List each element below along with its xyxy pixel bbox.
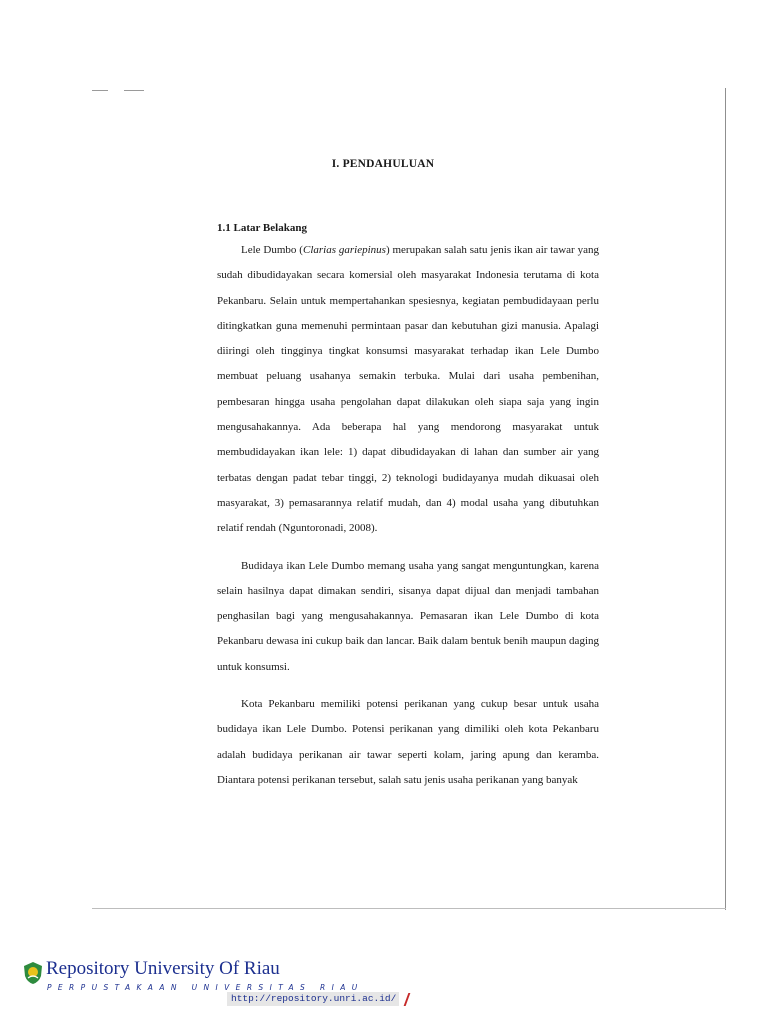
page-edge-bottom: [92, 908, 726, 909]
repository-url[interactable]: [227, 992, 399, 1006]
species-name: Clarias gariepinus: [302, 244, 386, 256]
paragraph-1-before: Lele Dumbo (: [241, 244, 303, 256]
paragraph-1: [217, 238, 599, 542]
repository-url-text[interactable]: http://repository.unri.ac.id/: [231, 993, 397, 1004]
library-subtitle: PERPUSTAKAAN UNIVERSITAS RIAU: [47, 983, 364, 992]
repository-title: Repository University Of Riau: [46, 958, 280, 979]
scan-mark-right: [124, 90, 144, 91]
body-text: [217, 238, 599, 805]
paragraph-1-after: ) merupakan salah satu jenis ikan air tawar yang sudah dibudidayakan secara komersial oleh masyarakat Indonesia terutama di kota Pekanbaru. Selain untuk mempertahankan spesiesnya, kegiatan pembudidayaan perlu ditingkatkan guna memenuhi permintaan pasar dan kebutuhan gizi manusia. Apalagi diiringi oleh tingginya tingkat konsumsi masyarakat terhadap ikan Lele Dumbo membuat peluang usahanya semakin terbuka. Mulai dari usaha pembenihan, pembesaran hingga usaha pengolahan dapat dilakukan oleh siapa saja yang ingin mengusahakannya. Ada beberapa hal yang mendorong masyarakat untuk membudidayakan ikan lele: 1) dapat dibudidayakan di lahan dan sumber air yang terbatas dengan padat tebar tinggi, 2) teknologi budidayanya mudah dikuasai oleh masyarakat, 3) pemasarannya relatif mudah, dan 4) modal usaha yang dibutuhkan relatif rendah (Nguntoronadi, 2008).: [217, 244, 599, 535]
url-slash-mark: [404, 993, 411, 1006]
page-edge-right: [725, 88, 726, 910]
repository-footer: [22, 958, 442, 1008]
chapter-title: I. PENDAHULUAN: [331, 158, 435, 170]
paragraph-3: Kota Pekanbaru memiliki potensi perikanan yang cukup besar untuk usaha budidaya ikan Lele Dumbo. Potensi perikanan yang dimiliki oleh kota Pekanbaru adalah budidaya perikanan air tawar seperti kolam, jaring apung dan keramba. Diantara potensi perikanan tersebut, salah satu jenis usaha perikanan yang banyak: [217, 698, 599, 786]
section-heading: 1.1 Latar Belakang: [217, 222, 307, 234]
paragraph-2: Budidaya ikan Lele Dumbo memang usaha yang sangat menguntungkan, karena selain hasilnya dapat dimakan sendiri, sisanya dapat dijual dan menjadi tambahan penghasilan bagi yang mengusahakannya. Pemasaran ikan Lele Dumbo di kota Pekanbaru dewasa ini cukup baik dan lancar. Baik dalam bentuk benih maupun daging untuk konsumsi.: [217, 559, 599, 673]
university-logo-icon: [22, 961, 44, 985]
scan-mark-left: [92, 90, 108, 91]
